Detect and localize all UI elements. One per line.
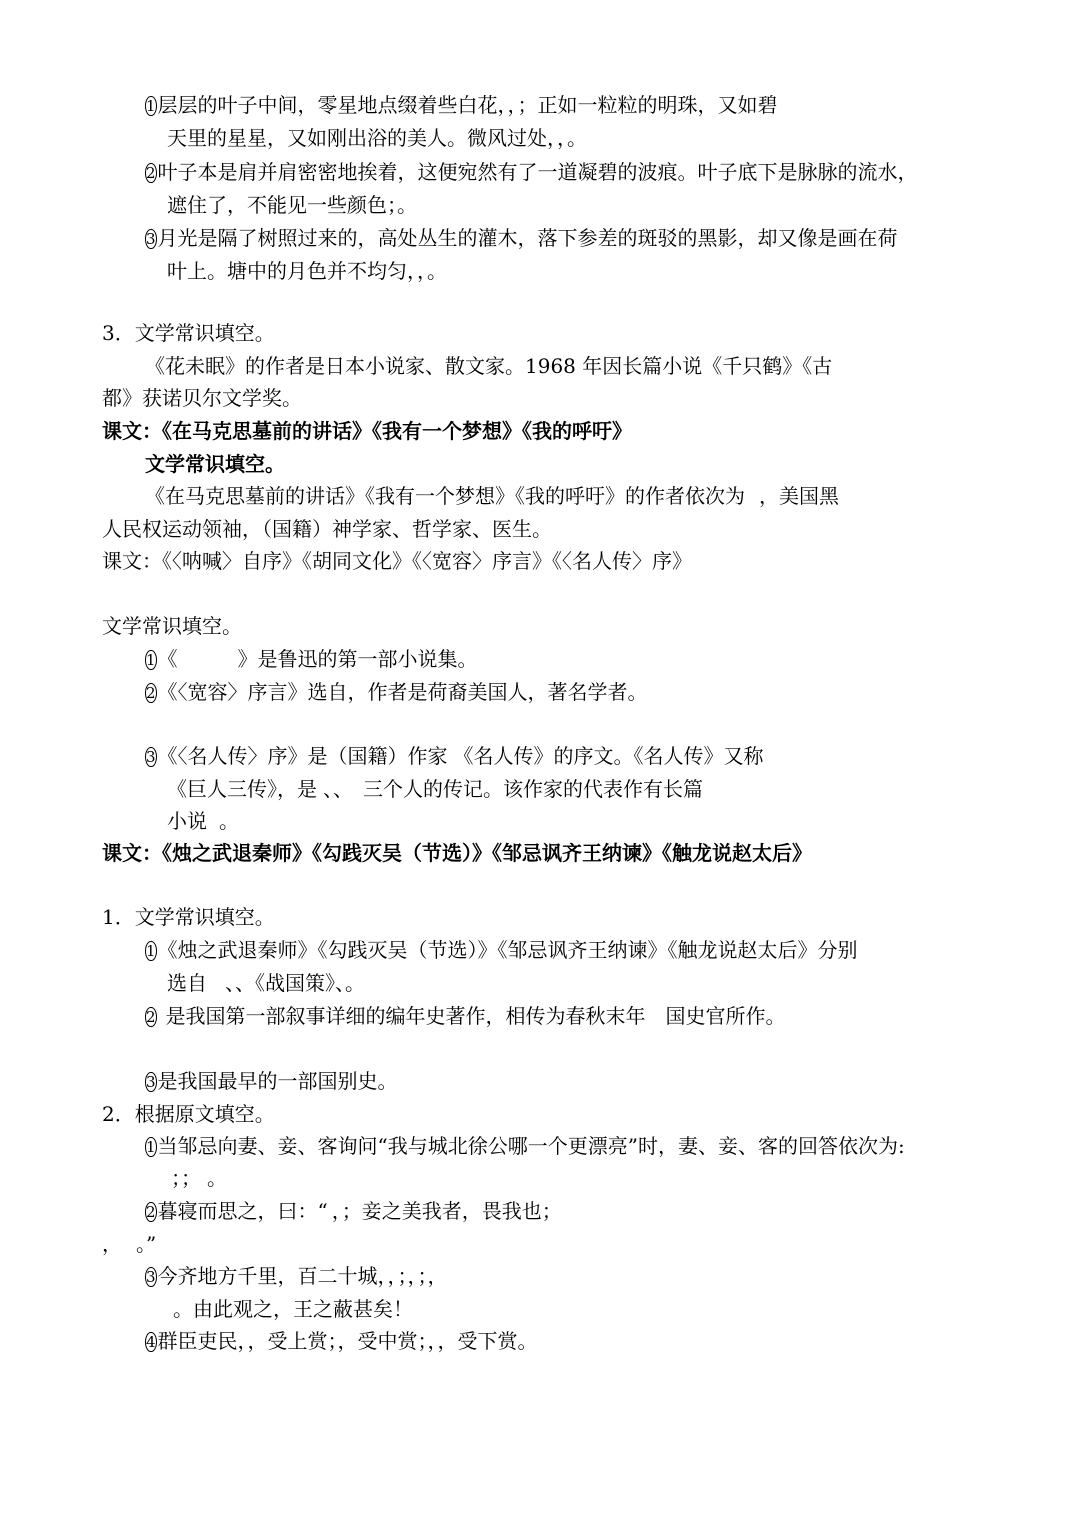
s6-q2-line2: ， 。”	[102, 1232, 157, 1256]
s6-q2-line1: 2 暮寝而思之，曰：“ ，；妾之美我者，畏我也；	[146, 1199, 562, 1223]
s6-q1-line1: 1 当邹忌向妻、妾、客询问“我与城北徐公哪一个更漂亮”时，妻、妾、客的回答依次为:	[146, 1134, 905, 1158]
s5-q3: 3 是我国最早的一部国别史。	[146, 1069, 398, 1093]
lesson-title-3: 课文：《烛之武退秦师》《勾践灭吴（节选）》《邹忌讽齐王纳谏》《触龙说赵太后》	[102, 841, 812, 865]
s4-q1: 1 《 》是鲁迅的第一部小说集。	[146, 647, 478, 671]
s5-q1-line1: 1 《烛之武退秦师》《勾践灭吴（节选）》《邹忌讽齐王纳谏》《触龙说赵太后》分别	[146, 938, 858, 962]
s6-q4: 4 群臣吏民，，受上赏；，受中赏；，，受下赏。	[146, 1329, 538, 1353]
s2-line1: 《花未眠》的作者是日本小说家、散文家。1968 年因长篇小说《千只鹤》《古	[145, 354, 833, 378]
lesson-title-2: 课文：《〈呐喊〉自序》《胡同文化》《〈宽容〉序言》《〈名人传〉序》	[102, 549, 692, 573]
s6-q1-line2: ；； 。	[171, 1166, 227, 1190]
s3-subheading: 文学常识填空。	[145, 452, 285, 476]
item-number-circle: 2	[146, 164, 156, 182]
item-number-circle: 2	[146, 684, 156, 702]
item-number-circle: 3	[146, 230, 156, 248]
s1-q1-line1: 1 层层的叶子中间，零星地点缀着些白花，，；正如一粒粒的明珠，又如碧	[146, 93, 778, 117]
s4-q3-line3: 小说 。	[167, 809, 239, 833]
item-number-circle: 2	[146, 1203, 156, 1221]
item-number-circle: 3	[146, 1268, 156, 1286]
s2-line2: 都》获诺贝尔文学奖。	[102, 386, 302, 410]
s1-q2-line2: 遮住了，不能见一些颜色；。	[167, 193, 417, 217]
s2-heading: 3．文学常识填空。	[102, 321, 275, 345]
s5-q2: 2 是我国第一部叙事详细的编年史著作，相传为春秋末年 国史官所作。	[146, 1004, 786, 1028]
item-number-circle: 1	[146, 651, 156, 669]
s6-q3-line2: 。由此观之，王之蔽甚矣！	[173, 1297, 413, 1321]
item-number-circle: 2	[146, 1008, 156, 1026]
item-number-circle: 1	[146, 942, 156, 960]
s5-heading: 1．文学常识填空。	[102, 905, 275, 929]
s6-heading: 2．根据原文填空。	[102, 1102, 275, 1126]
item-number-circle: 1	[146, 1138, 156, 1156]
item-number-circle: 3	[146, 748, 156, 766]
s4-q3-line2: 《巨人三传》，是 、、 三个人的传记。该作家的代表作有长篇	[167, 777, 703, 801]
s4-q3-line1: 3 《〈名人传〉序》是（国籍）作家 《名人传》的序文。《名人传》又称	[146, 744, 764, 768]
s4-heading: 文学常识填空。	[102, 614, 242, 638]
s4-q2: 2 《〈宽容〉序言》选自，作者是荷裔美国人，著名学者。	[146, 680, 648, 704]
item-number-circle: 3	[146, 1073, 156, 1091]
s1-q3-line1: 3 月光是隔了树照过来的，高处丛生的灌木，落下参差的斑驳的黑影，却又像是画在荷	[146, 226, 898, 250]
s1-q3-line2: 叶上。塘中的月色并不均匀，，。	[167, 259, 447, 283]
s6-q3-line1: 3 今齐地方千里，百二十城，，；，；，	[146, 1264, 448, 1288]
s5-q1-line2: 选自 、、《战国策》、。	[167, 971, 365, 995]
s1-q1-line2: 天里的星星，又如刚出浴的美人。微风过处，，。	[167, 126, 587, 150]
item-number-circle: 4	[146, 1333, 156, 1351]
s3-line2: 人民权运动领袖，（国籍）神学家、哲学家、医生。	[102, 517, 552, 541]
s3-line1: 《在马克思墓前的讲话》《我有一个梦想》《我的呼吁》的作者依次为 ，美国黑	[145, 484, 839, 508]
item-number-circle: 1	[146, 97, 156, 115]
lesson-title-1: 课文：《在马克思墓前的讲话》《我有一个梦想》《我的呼吁》	[102, 419, 632, 443]
s1-q2-line1: 2 叶子本是肩并肩密密地挨着，这便宛然有了一道凝碧的波痕。叶子底下是脉脉的流水，	[146, 160, 918, 184]
